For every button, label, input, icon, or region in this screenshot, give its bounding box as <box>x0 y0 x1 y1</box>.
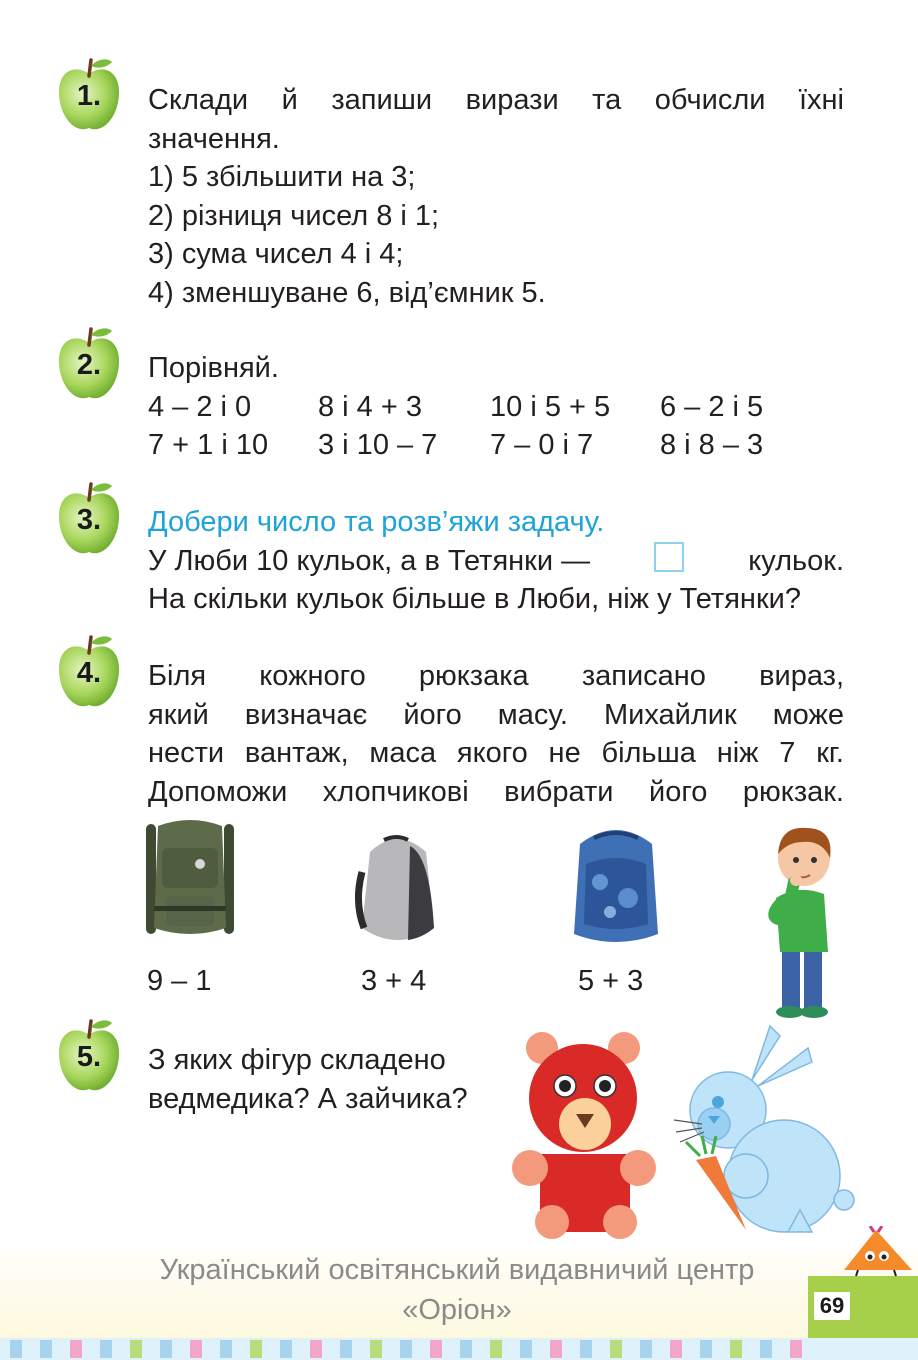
task-number: 2. <box>76 349 102 381</box>
task-2-title: Порівняй. <box>148 352 279 384</box>
comparison-item: 7 + 1 і 10 <box>148 429 269 461</box>
comparison-item: 8 і 8 – 3 <box>660 429 764 461</box>
comparison-grid <box>148 388 844 465</box>
task-number: 1. <box>76 80 102 112</box>
answer-box[interactable] <box>654 542 684 572</box>
comparison-item: 7 – 0 і 7 <box>490 429 594 461</box>
blue-backpack-image <box>566 824 666 950</box>
task-4-text <box>148 657 844 811</box>
task-4-line: нести вантаж, маса якого не більша ніж 7 кг. <box>148 737 844 769</box>
gray-backpack-image <box>350 832 445 950</box>
boy-illustration <box>758 824 842 1020</box>
task-4-line: Допоможи хлопчикові вибрати його рюкзак. <box>148 775 844 808</box>
page-number: 69 <box>814 1292 850 1320</box>
task-1-item: 3) сума чисел 4 і 4; <box>148 238 404 270</box>
apple-number-badge <box>56 633 122 711</box>
backpack-expression: 3 + 4 <box>361 965 427 997</box>
task-5-line: ведмедика? А зайчика? <box>148 1082 468 1115</box>
bunny-of-shapes-image <box>672 1024 860 1240</box>
task-3-title: Добери число та розв’яжи задачу. <box>148 506 605 538</box>
comparison-item: 3 і 10 – 7 <box>318 429 438 461</box>
task-1-text <box>148 81 844 312</box>
comparison-item: 4 – 2 і 0 <box>148 390 252 423</box>
apple-number-badge <box>56 325 122 403</box>
task-1-item: 4) зменшуване 6, від’ємник 5. <box>148 276 546 309</box>
task-2-text <box>148 349 844 465</box>
task-4-line: який визначає його масу. Михайлик може <box>148 698 844 731</box>
task-3-line <box>148 542 844 581</box>
green-backpack-image <box>140 818 240 948</box>
apple-number-badge <box>56 56 122 134</box>
apple-number-badge <box>56 1017 122 1095</box>
task-5-text <box>148 1041 518 1118</box>
publisher-brand: «Оріон» <box>402 1294 512 1326</box>
comparison-item: 8 і 4 + 3 <box>318 390 422 423</box>
task-1-line: Склади й запиши вирази та обчисли їхні <box>148 84 844 116</box>
backpack-expression: 5 + 3 <box>578 965 644 997</box>
comparison-item: 10 і 5 + 5 <box>490 390 611 423</box>
task-number: 4. <box>76 657 102 689</box>
publisher-name: Український освітянський видавничий центр <box>159 1254 755 1286</box>
task-4-line: Біля кожного рюкзака записано вираз, <box>148 660 844 692</box>
footer-stripe <box>0 1338 918 1360</box>
task-3-text <box>148 503 844 619</box>
task-3-line-end: кульок. <box>748 544 844 577</box>
task-number: 5. <box>76 1041 102 1073</box>
task-3-question: На скільки кульок більше в Люби, ніж у Тетянки? <box>148 583 801 615</box>
task-number: 3. <box>76 504 102 536</box>
apple-number-badge <box>56 480 122 558</box>
task-1-item: 2) різниця чисел 8 і 1; <box>148 199 440 232</box>
task-1-item: 1) 5 збільшити на 3; <box>148 161 416 193</box>
comparison-item: 6 – 2 і 5 <box>660 390 764 423</box>
task-3-line-start: У Люби 10 кульок, а в Тетянки — <box>148 544 591 577</box>
task-1-line: значення. <box>148 122 280 155</box>
task-5-line: З яких фігур складено <box>148 1044 446 1076</box>
bear-of-shapes-image <box>508 1028 668 1240</box>
backpack-expression: 9 – 1 <box>147 965 212 997</box>
